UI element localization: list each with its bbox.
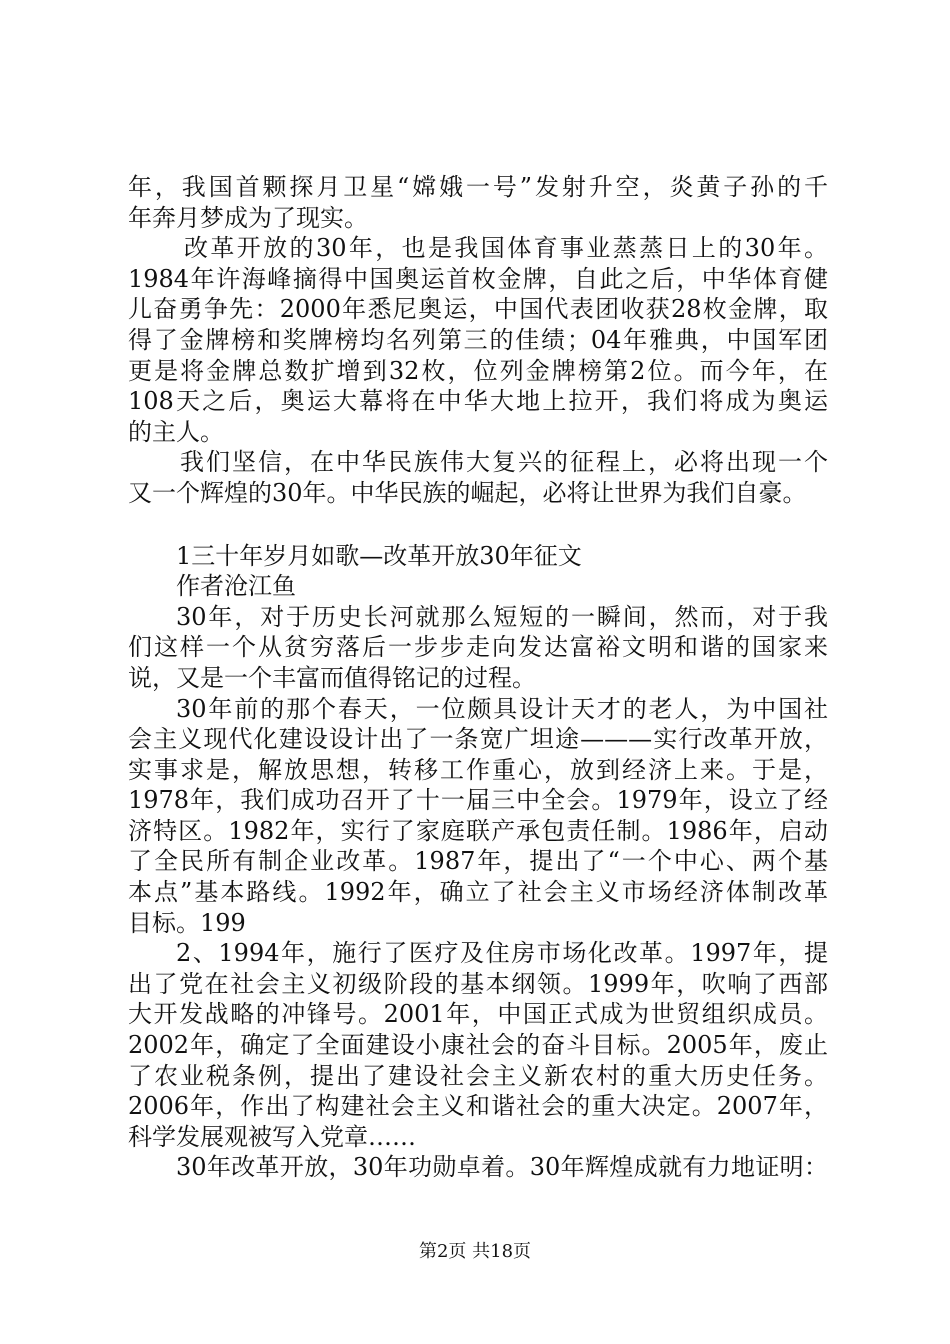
text-line: 会主义现代化建设设计出了一条宽广坦途———实行改革开放， bbox=[128, 725, 828, 754]
text-line: 年，我国首颗探月卫星“嫦娥一号”发射升空，炎黄子孙的千 bbox=[128, 173, 828, 201]
text-line: 了农业税条例，提出了建设社会主义新农村的重大历史任务。 bbox=[128, 1061, 828, 1090]
text-line: 改革开放的30年，也是我国体育事业蒸蒸日上的30年。 bbox=[184, 234, 828, 263]
paragraph bbox=[128, 1152, 828, 1183]
text-line: 2、1994年，施行了医疗及住房市场化改革。1997年，提 bbox=[176, 939, 828, 968]
page-number-label: 第2页 共18页 bbox=[418, 1241, 532, 1262]
text-line: 了全民所有制企业改革。1987年，提出了“一个中心、两个基 bbox=[128, 847, 828, 876]
text-line: 大开发战略的冲锋号。2001年，中国正式成为世贸组织成员。 bbox=[128, 1000, 828, 1029]
paragraph bbox=[128, 602, 828, 694]
text-line: 儿奋勇争先：2000年悉尼奥运，中国代表团收获28枚金牌，取 bbox=[128, 295, 828, 324]
paragraph bbox=[128, 938, 828, 1152]
text-line: 出了党在社会主义初级阶段的基本纲领。1999年，吹响了西部 bbox=[128, 969, 828, 998]
text-line: 们这样一个从贫穷落后一步步走向发达富裕文明和谐的国家来 bbox=[128, 633, 828, 662]
text-line: 2002年，确定了全面建设小康社会的奋斗目标。2005年，废止 bbox=[128, 1031, 828, 1060]
text-line: 我们坚信，在中华民族伟大复兴的征程上，必将出现一个 bbox=[180, 448, 828, 477]
article-title: 1三十年岁月如歌—改革开放30年征文 bbox=[176, 541, 582, 570]
text-line: 本点”基本路线。1992年，确立了社会主义市场经济体制改革 bbox=[128, 878, 828, 907]
text-line: 1978年，我们成功召开了十一届三中全会。1979年，设立了经 bbox=[128, 786, 828, 815]
text-line: 得了金牌榜和奖牌榜均名列第三的佳绩；04年雅典，中国军团 bbox=[128, 325, 828, 354]
text-line: 目标。199 bbox=[128, 908, 246, 937]
paragraph-gap bbox=[128, 509, 828, 541]
text-line: 30年改革开放，30年功勋卓着。30年辉煌成就有力地证明： bbox=[176, 1153, 828, 1182]
text-line: 的主人。 bbox=[128, 417, 224, 446]
text-line: 说，又是一个丰富而值得铭记的过程。 bbox=[128, 663, 536, 692]
text-line: 108天之后，奥运大幕将在中华大地上拉开，我们将成为奥运 bbox=[128, 387, 828, 416]
text-line: 又一个辉煌的30年。中华民族的崛起，必将让世界为我们自豪。 bbox=[128, 478, 807, 507]
text-line: 年奔月梦成为了现实。 bbox=[128, 203, 368, 232]
document-body bbox=[128, 172, 828, 1183]
text-line: 30年前的那个春天，一位颇具设计天才的老人，为中国社 bbox=[176, 694, 828, 723]
text-line: 1984年许海峰摘得中国奥运首枚金牌，自此之后，中华体育健 bbox=[128, 264, 828, 293]
paragraph bbox=[128, 172, 828, 233]
text-line: 实事求是，解放思想，转移工作重心，放到经济上来。于是， bbox=[128, 755, 828, 784]
article-author: 作者沧江鱼 bbox=[176, 572, 296, 601]
text-line: 科学发展观被写入党章…… bbox=[128, 1122, 416, 1151]
paragraph bbox=[128, 694, 828, 939]
paragraph bbox=[128, 447, 828, 508]
text-line: 更是将金牌总数扩增到32枚，位列金牌榜第2位。而今年，在 bbox=[128, 356, 828, 385]
page-footer bbox=[0, 1240, 950, 1264]
text-line: 2006年，作出了构建社会主义和谐社会的重大决定。2007年， bbox=[128, 1092, 828, 1121]
text-line: 30年，对于历史长河就那么短短的一瞬间，然而，对于我 bbox=[176, 602, 828, 631]
paragraph bbox=[128, 233, 828, 447]
text-line: 济特区。1982年，实行了家庭联产承包责任制。1986年，启动 bbox=[128, 816, 828, 845]
